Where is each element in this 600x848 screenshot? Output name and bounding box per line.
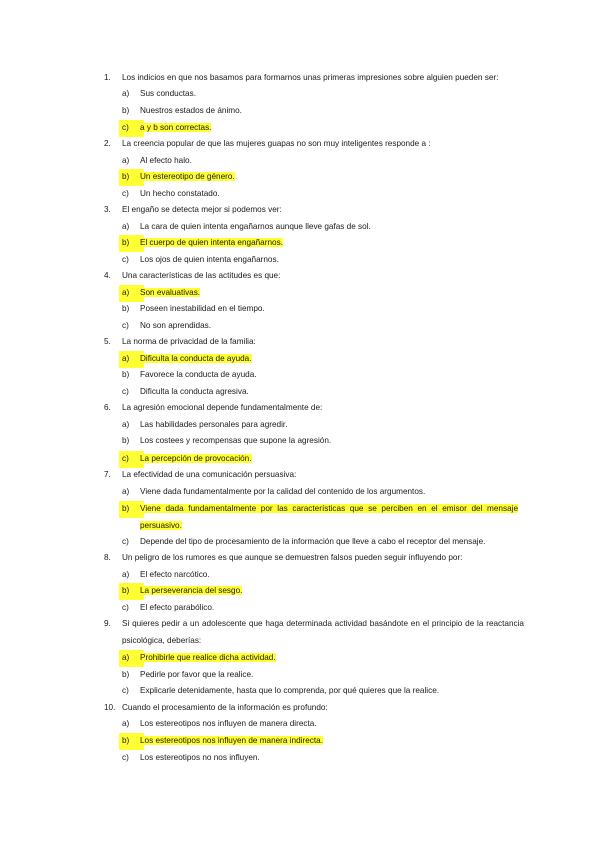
- option-letter: b): [122, 436, 130, 445]
- question-number: 10.: [104, 703, 116, 712]
- option-text: Los ojos de quien intenta engañarnos.: [140, 255, 279, 264]
- option-text-highlighted: La percepción de provocación.: [140, 454, 252, 463]
- question-text: La creencia popular de que las mujeres guapas no son muy inteligentes responde a :: [122, 139, 431, 148]
- question-text: Los indicios en que nos basamos para formarnos unas primeras impresiones sobre alguien pueden ser:: [122, 73, 499, 82]
- option-text: Un hecho constatado.: [140, 189, 220, 198]
- option-text: Depende del tipo de procesamiento de la información que lleve a cabo el receptor del mensaje.: [140, 537, 486, 546]
- option-letter: c): [122, 387, 129, 396]
- option-letter: b): [122, 670, 130, 679]
- option-letter: b): [119, 733, 144, 750]
- option-letter: a): [122, 156, 130, 165]
- question-number: 4.: [104, 271, 111, 280]
- option-text: Los costees y recompensas que supone la agresión.: [140, 436, 332, 445]
- question-text: La norma de privacidad de la familia:: [122, 337, 256, 346]
- question-number: 1.: [104, 73, 111, 82]
- option-text-highlighted: La perseverancia del sesgo.: [140, 586, 243, 595]
- question-number: 3.: [104, 205, 111, 214]
- option-letter: a): [122, 570, 130, 579]
- option-text-highlighted: Prohibirle que realice dicha actividad.: [140, 653, 276, 662]
- option-letter: b): [122, 370, 130, 379]
- option-text-highlighted: Dificulta la conducta de ayuda.: [140, 354, 252, 363]
- option-letter: a): [122, 222, 130, 231]
- option-letter: c): [122, 603, 129, 612]
- option-letter: a): [122, 487, 130, 496]
- question-text: Cuando el procesamiento de la información es profundo:: [122, 703, 328, 712]
- option-letter: a): [119, 351, 144, 368]
- option-letter: a): [119, 650, 144, 667]
- question-number: 9.: [104, 619, 111, 628]
- option-text: El efecto parabólico.: [140, 603, 215, 612]
- option-text: Las habilidades personales para agredir.: [140, 420, 288, 429]
- option-text: Nuestros estados de ánimo.: [140, 106, 242, 115]
- option-letter: c): [122, 686, 129, 695]
- option-text: No son aprendidas.: [140, 321, 212, 330]
- option-letter: b): [119, 501, 144, 518]
- question-text: La efectividad de una comunicación persuasiva:: [122, 470, 297, 479]
- option-text: Los estereotipos nos influyen de manera directa.: [140, 719, 317, 728]
- option-letter: b): [119, 235, 144, 252]
- option-letter: c): [122, 537, 129, 546]
- option-text: Viene dada fundamentalmente por la calidad del contenido de los argumentos.: [140, 487, 426, 496]
- option-text-highlighted: Un estereotipo de género.: [140, 172, 235, 181]
- option-text: Dificulta la conducta agresiva.: [140, 387, 249, 396]
- option-letter: b): [119, 169, 144, 186]
- option-letter: c): [119, 451, 144, 468]
- option-text-highlighted: a y b son correctas.: [140, 123, 212, 132]
- question-number: 8.: [104, 553, 111, 562]
- option-text: Al efecto halo.: [140, 156, 192, 165]
- question-number: 7.: [104, 470, 111, 479]
- option-letter: c): [122, 189, 129, 198]
- option-text: El efecto narcótico.: [140, 570, 210, 579]
- option-text: Explicarle detenidamente, hasta que lo comprenda, por qué quieres que la realice.: [140, 686, 440, 695]
- question-number: 5.: [104, 337, 111, 346]
- option-letter: a): [122, 719, 130, 728]
- question-number: 2.: [104, 139, 111, 148]
- question-text: Si quieres pedir a un adolescente que haga determinada actividad basándote en el principio de la reactancia psicológica, deberías:: [122, 619, 524, 645]
- option-text: Pedirle por favor que la realice.: [140, 670, 254, 679]
- option-text: La cara de quien intenta engañarnos aunque lleve gafas de sol.: [140, 222, 371, 231]
- option-text: Sus conductas.: [140, 89, 196, 98]
- option-text: Poseen inestabilidad en el tiempo.: [140, 304, 265, 313]
- question-text: El engaño se detecta mejor si podemos ver:: [122, 205, 282, 214]
- option-letter: b): [122, 106, 130, 115]
- question-number: 6.: [104, 403, 111, 412]
- option-text: Los estereotipos no nos influyen.: [140, 753, 260, 762]
- option-letter: c): [122, 255, 129, 264]
- question-text: Un peligro de los rumores es que aunque se demuestren falsos pueden seguir influyendo por:: [122, 553, 463, 562]
- option-letter: a): [119, 285, 144, 302]
- question-text: La agresión emocional depende fundamentalmente de:: [122, 403, 323, 412]
- option-letter: b): [119, 583, 144, 600]
- option-text-highlighted: Son evaluativas.: [140, 288, 201, 297]
- question-text: Una características de las actitudes es que:: [122, 271, 281, 280]
- option-letter: a): [122, 89, 130, 98]
- option-letter: c): [122, 321, 129, 330]
- option-text: Favorece la conducta de ayuda.: [140, 370, 257, 379]
- option-letter: a): [122, 420, 130, 429]
- option-text-highlighted: Viene dada fundamentalmente por las características que se perciben en el emisor del mensaje persuasivo.: [140, 504, 518, 530]
- option-letter: c): [122, 753, 129, 762]
- option-text-highlighted: El cuerpo de quien intenta engañarnos.: [140, 238, 283, 247]
- option-text-highlighted: Los estereotipos nos influyen de manera indirecta.: [140, 736, 323, 745]
- option-letter: c): [119, 120, 144, 137]
- option-letter: b): [122, 304, 130, 313]
